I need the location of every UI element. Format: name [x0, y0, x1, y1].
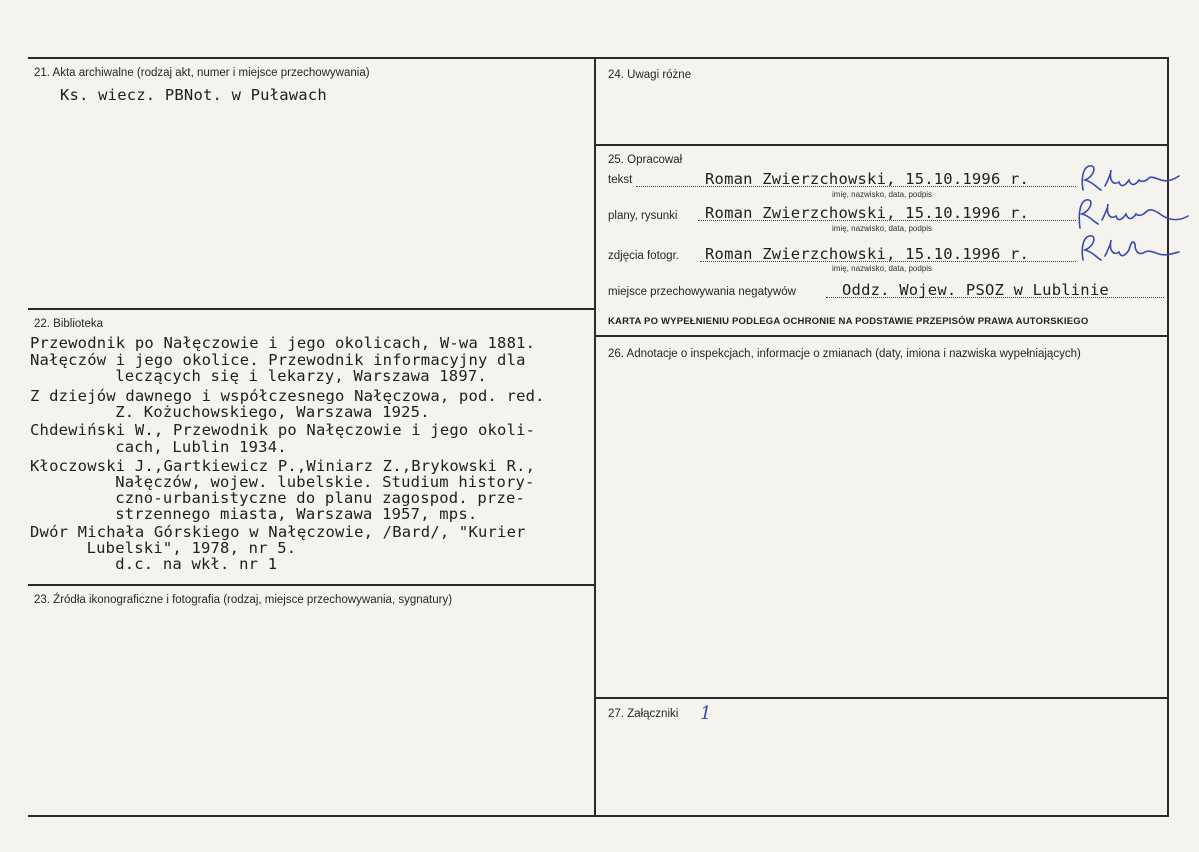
- photos-author-label: zdjęcia fotogr.: [608, 250, 679, 262]
- drawings-author-value: Roman Zwierzchowski, 15.10.1996 r.: [705, 204, 1030, 222]
- center-divider: [594, 57, 596, 817]
- drawings-author-label: plany, rysunki: [608, 210, 678, 222]
- bibliography-line: Przewodnik po Nałęczowie i jego okolicach, W-wa 1881.: [30, 334, 536, 352]
- bibliography-line: Nałęczów i jego okolice. Przewodnik informacyjny dla: [30, 351, 526, 369]
- text-author-label: tekst: [608, 174, 633, 186]
- bibliography-line: leczących się i lekarzy, Warszawa 1897.: [58, 367, 487, 385]
- negatives-label: miejsce przechowywania negatywów: [608, 286, 796, 298]
- bibliography-line: Nałęczów, wojew. lubelskie. Studium history-: [58, 473, 535, 491]
- section-23-label: 23. Źródła ikonograficzne i fotografia (rodzaj, miejsce przechowywania, sygnatury): [34, 594, 453, 606]
- bottom-rule: [28, 815, 1169, 817]
- bibliography-line: czno-urbanistyczne do planu zagospod. prze-: [58, 489, 526, 507]
- bibliography-line: Chdewiński W., Przewodnik po Nałęczowie i jego okoli-: [30, 421, 536, 439]
- divider-22-23: [28, 584, 596, 586]
- top-rule: [28, 57, 1169, 59]
- section-24-label: 24. Uwagi różne: [608, 69, 692, 81]
- attachments-count: 1: [700, 703, 712, 724]
- signature-icon: [1075, 160, 1185, 196]
- bibliography-line: Z dziejów dawnego i współczesnego Nałęczowa, pod. red.: [30, 387, 545, 405]
- signature-icon: [1070, 192, 1190, 232]
- bibliography-line: Dwór Michała Górskiego w Nałęczowie, /Bard/, "Kurier: [30, 523, 526, 541]
- section-21-label: 21. Akta archiwalne (rodzaj akt, numer i miejsce przechowywania): [34, 67, 370, 79]
- section-21-value: Ks. wiecz. PBNot. w Puławach: [60, 86, 327, 104]
- text-author-value: Roman Zwierzchowski, 15.10.1996 r.: [705, 170, 1030, 188]
- section-26-label: 26. Adnotacje o inspekcjach, informacje o zmianach (daty, imiona i nazwiska wypełniających): [608, 348, 1081, 360]
- negatives-value: Oddz. Wojew. PSOZ w Lublinie: [842, 281, 1109, 299]
- divider-26-27: [596, 697, 1169, 699]
- bibliography-line: cach, Lublin 1934.: [58, 438, 287, 456]
- text-author-caption: imię, nazwisko, data, podpis: [832, 190, 933, 199]
- divider-21-22: [28, 308, 596, 310]
- divider-24-25: [596, 144, 1169, 146]
- photos-author-caption: imię, nazwisko, data, podpis: [832, 264, 933, 273]
- bibliography-line: Lubelski", 1978, nr 5.: [58, 539, 297, 557]
- drawings-author-caption: imię, nazwisko, data, podpis: [832, 224, 933, 233]
- divider-25-26: [596, 335, 1169, 337]
- bibliography-line: d.c. na wkł. nr 1: [58, 555, 278, 573]
- copyright-notice: KARTA PO WYPEŁNIENIU PODLEGA OCHRONIE NA PODSTAWIE PRZEPISÓW PRAWA AUTORSKIEGO: [608, 316, 1089, 327]
- photos-author-value: Roman Zwierzchowski, 15.10.1996 r.: [705, 245, 1030, 263]
- section-27-label: 27. Załączniki: [608, 708, 679, 720]
- bibliography-line: strzennego miasta, Warszawa 1957, mps.: [58, 505, 478, 523]
- section-25-label: 25. Opracował: [608, 154, 683, 166]
- bibliography-line: Z. Kożuchowskiego, Warszawa 1925.: [58, 403, 430, 421]
- section-22-label: 22. Biblioteka: [34, 318, 104, 330]
- signature-icon: [1075, 232, 1185, 264]
- bibliography-line: Kłoczowski J.,Gartkiewicz P.,Winiarz Z.,Brykowski R.,: [30, 457, 536, 475]
